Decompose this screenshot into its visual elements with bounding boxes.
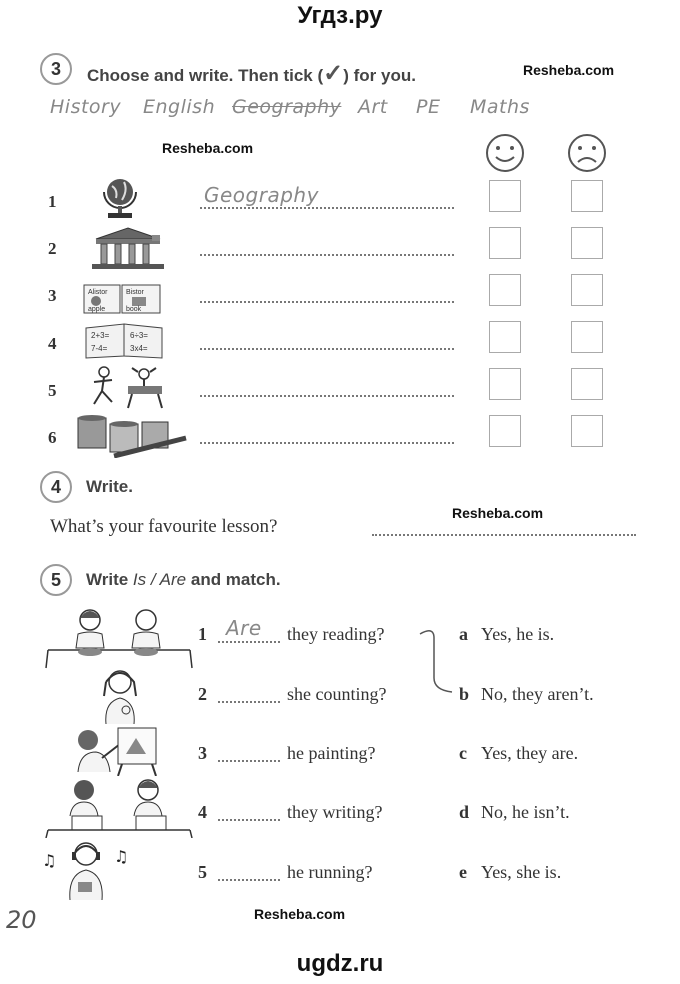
question-text: they reading? bbox=[287, 624, 385, 644]
subject-pe: PE bbox=[416, 96, 441, 118]
site-footer: ugdz.ru bbox=[296, 950, 384, 977]
question-1-filled[interactable]: Are bbox=[226, 616, 262, 640]
book-right-word: Bistor bbox=[126, 289, 144, 296]
row-number: 5 bbox=[48, 381, 57, 400]
blank-line[interactable] bbox=[218, 641, 280, 643]
children-reading-picture bbox=[44, 600, 194, 670]
answer-line[interactable] bbox=[200, 442, 454, 444]
book-right-caption: book bbox=[126, 306, 142, 313]
music-note-icon: ♫ bbox=[114, 847, 129, 866]
row-number: 1 bbox=[48, 192, 57, 211]
happy-face-icon bbox=[484, 132, 526, 174]
question-number: 5 bbox=[198, 862, 207, 882]
question-text: he running? bbox=[287, 862, 373, 882]
maths-book-picture bbox=[82, 320, 166, 362]
sum-1: 2+3= bbox=[91, 331, 110, 340]
blank-line[interactable] bbox=[218, 760, 280, 762]
title-text-italic: Is / Are bbox=[132, 570, 187, 589]
tick-icon: ✓ bbox=[323, 60, 344, 87]
boy-running-picture bbox=[42, 838, 134, 902]
exercise-5-number: 5 bbox=[40, 564, 72, 596]
watermark: Resheba.com bbox=[452, 505, 544, 521]
question-number: 1 bbox=[198, 624, 207, 644]
children-writing-picture bbox=[44, 776, 194, 838]
museum-picture bbox=[88, 225, 168, 271]
match-connector-line bbox=[418, 626, 462, 696]
answer-line[interactable] bbox=[200, 348, 454, 350]
row-number: 6 bbox=[48, 428, 57, 447]
subject-list bbox=[0, 96, 680, 126]
question-text: she counting? bbox=[287, 684, 387, 704]
watermark: Resheba.com bbox=[162, 140, 254, 156]
globe-picture bbox=[98, 176, 144, 220]
answer-line[interactable] bbox=[200, 254, 454, 256]
tick-box-dislike[interactable] bbox=[571, 321, 603, 353]
tick-box-dislike[interactable] bbox=[571, 227, 603, 259]
site-title: Угдз.ру bbox=[297, 2, 383, 29]
exercise-4-title: Write. bbox=[86, 477, 133, 496]
instruction-text-a: Choose and write. Then tick ( bbox=[87, 66, 324, 85]
answer-line[interactable] bbox=[200, 207, 454, 209]
instruction-text-b: ) for you. bbox=[343, 66, 416, 85]
title-text-a: Write bbox=[86, 570, 133, 589]
favourite-lesson-question: What’s your favourite lesson? bbox=[50, 516, 278, 537]
favourite-lesson-answer-line[interactable] bbox=[372, 534, 636, 536]
sum-2: 6÷3= bbox=[130, 331, 148, 340]
exercise-5-title bbox=[86, 570, 281, 590]
answer-letter: e bbox=[459, 862, 467, 882]
answer-line[interactable] bbox=[200, 395, 454, 397]
question-number: 2 bbox=[198, 684, 207, 704]
exercise-3-instruction bbox=[87, 59, 416, 88]
blank-line[interactable] bbox=[218, 819, 280, 821]
title-text-b: and match. bbox=[186, 570, 281, 589]
exercise-4-number: 4 bbox=[40, 471, 72, 503]
watermark: Resheba.com bbox=[523, 62, 615, 78]
question-text: he painting? bbox=[287, 743, 376, 763]
answer-text: Yes, they are. bbox=[481, 743, 579, 763]
tick-box-like[interactable] bbox=[489, 180, 521, 212]
paint-pots-picture bbox=[74, 410, 190, 458]
answer-text: Yes, she is. bbox=[481, 862, 562, 882]
tick-box-like[interactable] bbox=[489, 227, 521, 259]
subject-geography: Geography bbox=[232, 96, 342, 118]
alphabet-books-picture bbox=[82, 283, 164, 315]
tick-box-like[interactable] bbox=[489, 415, 521, 447]
book-left-word: Alistor bbox=[88, 289, 108, 296]
tick-box-dislike[interactable] bbox=[571, 180, 603, 212]
blank-line[interactable] bbox=[218, 879, 280, 881]
answer-line[interactable] bbox=[200, 301, 454, 303]
row-number: 2 bbox=[48, 239, 57, 258]
answer-letter: c bbox=[459, 743, 467, 763]
tick-box-like[interactable] bbox=[489, 321, 521, 353]
answer-letter: d bbox=[459, 802, 470, 822]
question-number: 4 bbox=[198, 802, 207, 822]
answer-letter: b bbox=[459, 684, 470, 704]
answer-text: No, they aren’t. bbox=[481, 684, 594, 704]
girl-counting-picture bbox=[86, 666, 156, 726]
question-number: 3 bbox=[198, 743, 207, 763]
tick-box-dislike[interactable] bbox=[571, 274, 603, 306]
row-number: 3 bbox=[48, 286, 57, 305]
book-left-caption: apple bbox=[88, 306, 106, 313]
answer-text: Yes, he is. bbox=[481, 624, 555, 644]
watermark: Resheba.com bbox=[254, 906, 346, 922]
subject-english: English bbox=[143, 96, 216, 118]
page-number: 20 bbox=[6, 906, 37, 934]
tick-box-like[interactable] bbox=[489, 274, 521, 306]
sports-picture bbox=[84, 364, 170, 412]
subject-maths: Maths bbox=[470, 96, 530, 118]
answer-text: No, he isn’t. bbox=[481, 802, 570, 822]
subject-art: Art bbox=[358, 96, 388, 118]
question-text: they writing? bbox=[287, 802, 383, 822]
sum-4: 3x4= bbox=[130, 344, 148, 353]
row-number: 4 bbox=[48, 334, 57, 353]
blank-line[interactable] bbox=[218, 701, 280, 703]
tick-box-dislike[interactable] bbox=[571, 368, 603, 400]
boy-painting-picture bbox=[72, 724, 164, 776]
answer-letter: a bbox=[459, 624, 468, 644]
tick-box-like[interactable] bbox=[489, 368, 521, 400]
sum-3: 7-4= bbox=[91, 344, 108, 353]
sad-face-icon bbox=[566, 132, 608, 174]
subject-history: History bbox=[50, 96, 122, 118]
music-note-icon: ♫ bbox=[42, 851, 57, 870]
tick-box-dislike[interactable] bbox=[571, 415, 603, 447]
exercise-3-number: 3 bbox=[40, 53, 72, 85]
answer-1[interactable]: Geography bbox=[204, 183, 319, 207]
